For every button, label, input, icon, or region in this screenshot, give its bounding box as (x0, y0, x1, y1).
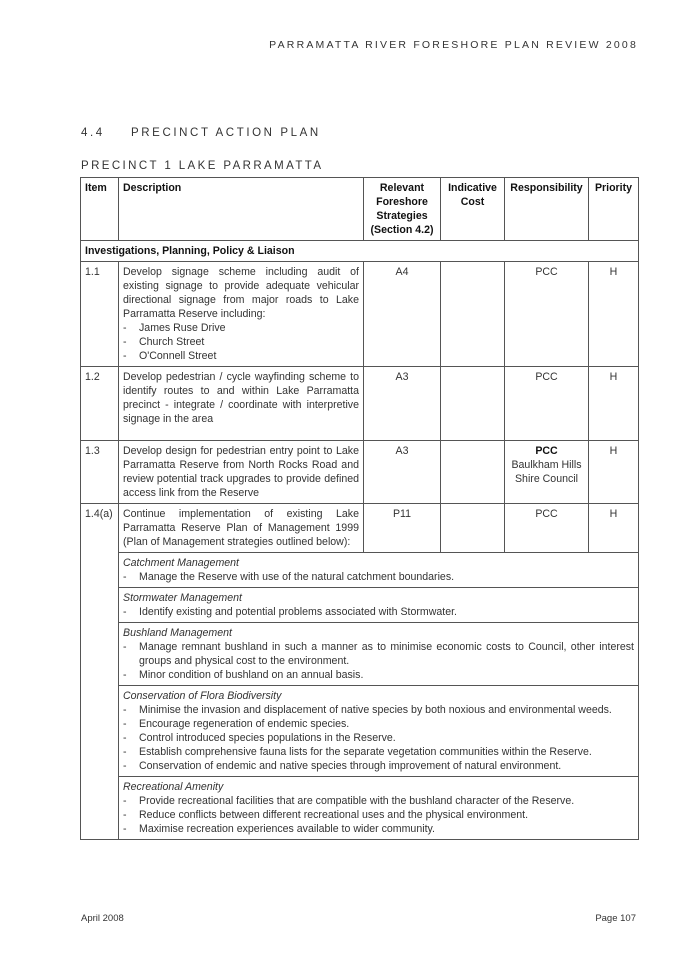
sub-section-row (81, 686, 639, 777)
row-priority: H (589, 262, 639, 367)
table-row (81, 504, 639, 553)
row-description: Develop design for pedestrian entry point to Lake Parramatta Reserve from North Rocks Road and review potential track upgrades to provide defined access link from the Reserve (119, 441, 364, 504)
sub-section-title: Stormwater Management (123, 592, 242, 604)
row-priority: H (589, 441, 639, 504)
table-row (81, 441, 639, 504)
list-item: - Identify existing and potential problems associated with Stormwater. (123, 605, 634, 619)
list-item: - Provide recreational facilities that are compatible with the bushland character of the Reserve. (123, 794, 634, 808)
row-priority: H (589, 367, 639, 441)
sub-section-list (123, 570, 634, 584)
list-item: - Manage the Reserve with use of the natural catchment boundaries. (123, 570, 634, 584)
table-row (81, 262, 639, 367)
row-item: 1.1 (81, 262, 119, 367)
header-priority: Priority (589, 178, 639, 241)
row-description: Continue implementation of existing Lake Parramatta Reserve Plan of Management 1999 (Plan of Management strategies outlined below): (119, 504, 364, 553)
sub-section-list (123, 703, 634, 773)
row-responsibility: PCC (505, 504, 589, 553)
row-responsibility (505, 441, 589, 504)
sub-section-row (81, 553, 639, 588)
sub-section-row (81, 588, 639, 623)
sub-section-list (123, 605, 634, 619)
sub-section-row (81, 623, 639, 686)
row-cost (441, 262, 505, 367)
sub-section-title: Catchment Management (123, 557, 240, 569)
list-item: - James Ruse Drive (123, 321, 359, 335)
header-description: Description (119, 178, 364, 241)
footer-date: April 2008 (81, 913, 124, 924)
row-responsibility: PCC (505, 367, 589, 441)
stormwater-management-section (119, 588, 639, 623)
sub-section-row (81, 777, 639, 840)
section-number: 4.4 (81, 127, 105, 139)
list-item: - O'Connell Street (123, 349, 359, 363)
sub-section-list (123, 794, 634, 836)
list-item: - Conservation of endemic and native species through improvement of natural environment. (123, 759, 634, 773)
header-responsibility: Responsibility (505, 178, 589, 241)
row-cost (441, 504, 505, 553)
row-priority: H (589, 504, 639, 553)
row-item: 1.2 (81, 367, 119, 441)
row-cost (441, 367, 505, 441)
row-description (119, 262, 364, 367)
row-responsibility: PCC (505, 262, 589, 367)
running-header: PARRAMATTA RIVER FORESHORE PLAN REVIEW 2008 (269, 39, 638, 51)
list-item: - Establish comprehensive fauna lists for the separate vegetation communities within the Reserve. (123, 745, 634, 759)
row-strategy: P11 (364, 504, 441, 553)
list-item: - Minor condition of bushland on an annual basis. (123, 668, 634, 682)
list-item: - Manage remnant bushland in such a manner as to minimise economic costs to Council, other interest groups and physical cost to the environment. (123, 640, 634, 668)
row-strategy: A3 (364, 441, 441, 504)
row-item: 1.3 (81, 441, 119, 504)
sub-section-title: Conservation of Flora Biodiversity (123, 690, 282, 702)
list-item: - Minimise the invasion and displacement of native species by both noxious and environmental weeds. (123, 703, 634, 717)
footer-page-number: Page 107 (595, 913, 636, 924)
row-strategy: A4 (364, 262, 441, 367)
section-heading (81, 127, 321, 139)
sub-section-title: Recreational Amenity (123, 781, 224, 793)
header-item: Item (81, 178, 119, 241)
description-text: Develop signage scheme including audit of existing signage to provide adequate vehicular directional signage from major roads to Lake Parramatta Reserve including: (123, 266, 359, 320)
list-item: - Reduce conflicts between different recreational uses and the physical environment. (123, 808, 634, 822)
road-list (123, 321, 359, 363)
section-title: PRECINCT ACTION PLAN (131, 127, 321, 139)
sub-section-title: Bushland Management (123, 627, 232, 639)
bushland-management-section (119, 623, 639, 686)
list-item: - Encourage regeneration of endemic species. (123, 717, 634, 731)
group-label: Investigations, Planning, Policy & Liaison (81, 241, 639, 262)
header-strategies: Relevant Foreshore Strategies (Section 4.2) (364, 178, 441, 241)
recreational-amenity-section (119, 777, 639, 840)
list-item: - Church Street (123, 335, 359, 349)
responsibility-lead: PCC (535, 445, 558, 457)
sub-section-list (123, 640, 634, 682)
table-row (81, 367, 639, 441)
group-row (81, 241, 639, 262)
header-cost: Indicative Cost (441, 178, 505, 241)
precinct-title: PRECINCT 1 LAKE PARRAMATTA (81, 160, 324, 172)
row-strategy: A3 (364, 367, 441, 441)
flora-biodiversity-section (119, 686, 639, 777)
catchment-management-section (119, 553, 639, 588)
row-cost (441, 441, 505, 504)
responsibility-other: Baulkham Hills Shire Council (511, 459, 582, 485)
table-header-row (81, 178, 639, 241)
list-item: - Control introduced species populations in the Reserve. (123, 731, 634, 745)
list-item: - Maximise recreation experiences available to wider community. (123, 822, 634, 836)
row-item: 1.4(a) (81, 504, 119, 840)
row-description: Develop pedestrian / cycle wayfinding scheme to identify routes to and within Lake Parramatta precinct - integrate / coordinate with interpretive signage in the area (119, 367, 364, 441)
precinct-action-table (80, 177, 639, 840)
